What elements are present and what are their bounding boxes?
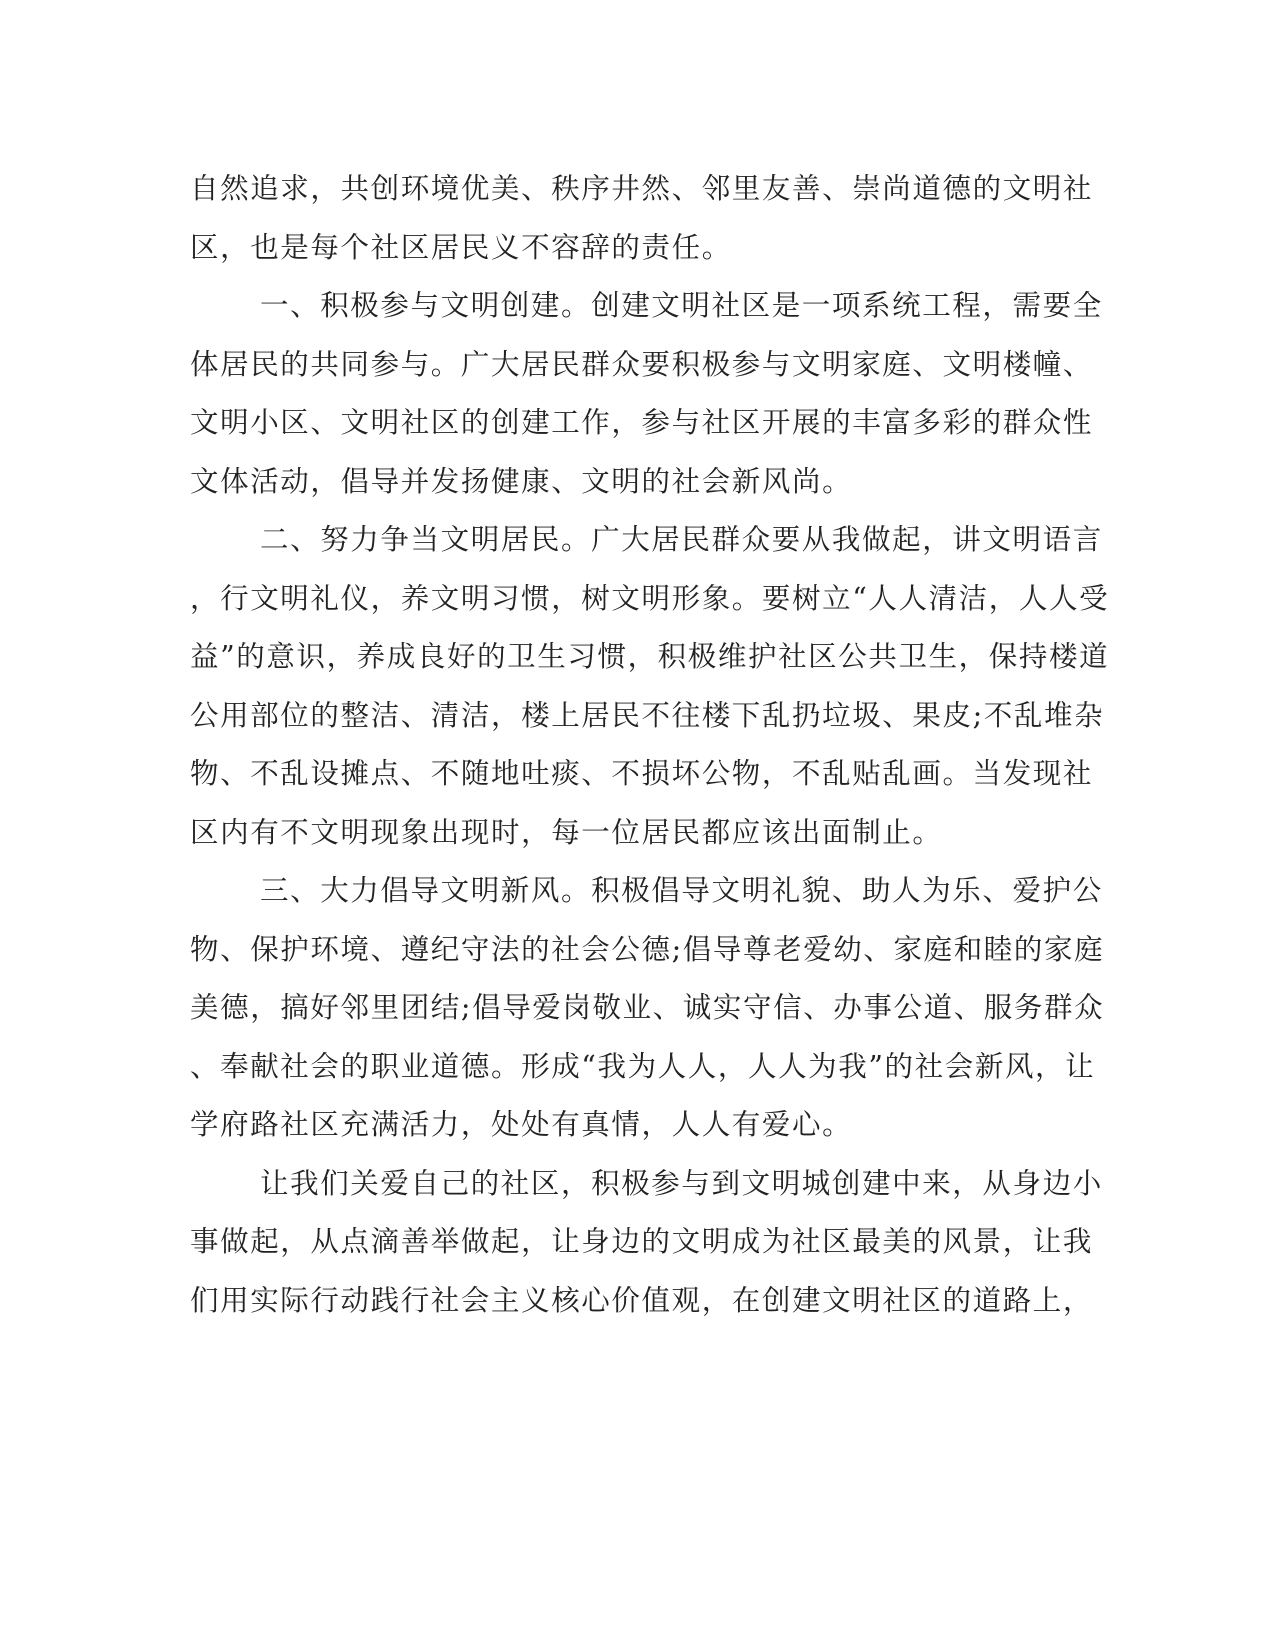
text-line: 区内有不文明现象出现时，每一位居民都应该出面制止。	[190, 815, 943, 849]
text-line: 物、不乱设摊点、不随地吐痰、不损坏公物，不乱贴乱画。当发现社	[190, 757, 1094, 790]
text-line: 文体活动，倡导并发扬健康、文明的社会新风尚。	[190, 464, 853, 498]
text-line: 学府路社区充满活力，处处有真情，人人有爱心。	[190, 1108, 853, 1141]
text-line: 益”的意识，养成良好的卫生习惯，积极维护社区公共卫生，保持楼道	[190, 640, 1110, 673]
paragraph-3-first-line: 三、大力倡导文明新风。积极倡导文明礼貌、助人为乐、爱护公	[260, 874, 1103, 907]
paragraph-1-first-line: 一、积极参与文明创建。创建文明社区是一项系统工程，需要全	[260, 289, 1103, 322]
paragraph-4-first-line: 让我们关爱自己的社区，积极参与到文明城创建中来，从身边小	[260, 1166, 1103, 1200]
text-line: 公用部位的整洁、清洁，楼上居民不往楼下乱扔垃圾、果皮;不乱堆杂	[190, 698, 1105, 732]
text-line: 、奉献社会的职业道德。形成“我为人人，人人为我”的社会新风，让	[190, 1049, 1096, 1083]
text-line: 美德，搞好邻里团结;倡导爱岗敬业、诚实守信、办事公道、服务群众	[190, 991, 1105, 1024]
text-line: 体居民的共同参与。广大居民群众要积极参与文明家庭、文明楼幢、	[190, 347, 1094, 381]
text-line: 事做起，从点滴善举做起，让身边的文明成为社区最美的风景，让我	[190, 1225, 1094, 1258]
text-line: 区，也是每个社区居民义不容辞的责任。	[190, 230, 732, 264]
text-line: 们用实际行动践行社会主义核心价值观，在创建文明社区的道路上，	[190, 1283, 1094, 1317]
text-line: 文明小区、文明社区的创建工作，参与社区开展的丰富多彩的群众性	[190, 406, 1094, 439]
text-line: 物、保护环境、遵纪守法的社会公德;倡导尊老爱幼、家庭和睦的家庭	[190, 932, 1105, 966]
text-line: ，行文明礼仪，养文明习惯，树文明形象。要树立“人人清洁，人人受	[190, 581, 1110, 615]
paragraph-2-first-line: 二、努力争当文明居民。广大居民群众要从我做起，讲文明语言	[260, 523, 1103, 556]
document-body	[190, 160, 1110, 1330]
text-line: 自然追求，共创环境优美、秩序井然、邻里友善、崇尚道德的文明社	[190, 172, 1094, 205]
